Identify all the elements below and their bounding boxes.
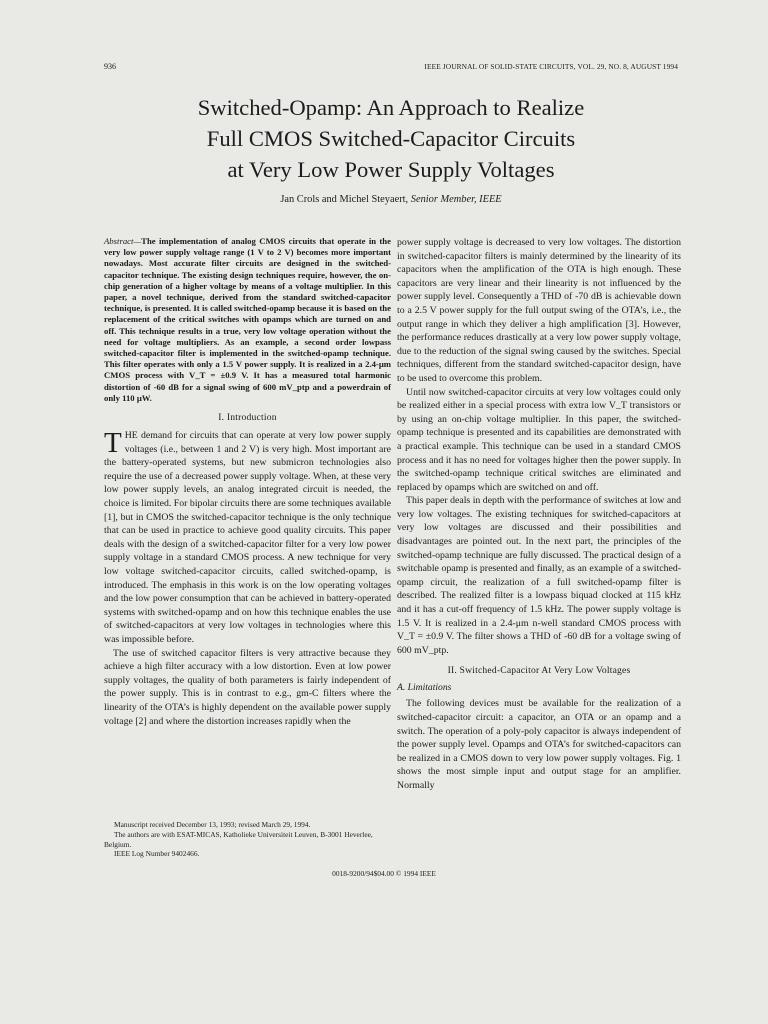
abstract-text: The implementation of analog CMOS circuits that operate in the very low power supply voltage range (1 V to 2 V) becomes more important nowadays. Most accurate filter circuits are designed in the switched-capacitor technique. The existing design techniques require, however, the on-chip generation of a higher voltage by means of a voltage multiplier. In this paper, a novel technique, derived from the standard switched-capacitor technique, is presented. It is called switched-opamp because it is based on the replacement of the critical switches with opamps which are turned on and off. This technique results in a true, very low voltage operation without the need for voltage multipliers. As an example, a second order lowpass switched-capacitor filter is implemented in the switched-opamp technique. This filter operates with only a 1.5 V power supply. It is realized in a 2.4-μm CMOS process with V_T = ±0.9 V. It has a measured total harmonic distortion of -60 dB for a signal swing of 600 mV_ptp and a powerdrain of only 110 μW. [104,236,391,403]
title-line-1: Switched-Opamp: An Approach to Realize [197,95,585,120]
left-column [104,236,391,728]
intro-paragraph-1 [104,429,391,647]
copyright-footer: 0018-9200/94$04.00 © 1994 IEEE [332,869,436,878]
abstract-label: Abstract— [104,236,142,246]
footnote-line-2: The authors are with ESAT-MICAS, Katholieke Universiteit Leuven, B-3001 Heverlee, Belgium. [104,829,373,849]
section-heading-2: II. Switched-Capacitor At Very Low Voltages [447,665,631,677]
page-number: 936 [104,62,116,71]
author-names: Jan Crols and Michel Steyaert, [280,194,409,205]
section-heading-introduction: I. Introduction [218,412,277,424]
right-paragraph-3: This paper deals in depth with the performance of switches at low and very low voltages. The existing techniques for switched-capacitors at very low voltages are discussed and their possibilities and disadvantages are pointed out. In the next part, the principles of the switched-opamp technique are fully discussed. The practical design of a switchable opamp is presented and finally, as an example of a switched-opamp circuit, the realization of a full switched-opamp filter is described. The realized filter is a lowpass biquad clocked at 115 kHz and it has a cut-off frequency of 1.5 kHz. The power supply voltage is 1.5 V. It is realized in a 2.4-μm n-well standard CMOS process with V_T = ±0.9 V. The filter shows a THD of -60 dB for a voltage swing of 600 mV_ptp. [397,495,681,656]
intro-paragraph-2: The use of switched capacitor filters is very attractive because they achieve a high filter accuracy with a low distortion. Even at low power supply voltages, the quality of both parameters is fairly independent of the power supply. This is in contrast to e.g., gm-C filters where the linearity of the OTA’s is highly dependent on the available power supply voltage [2] and where the distortion increases rapidly when the [104,647,391,727]
right-column [397,236,681,793]
intro-paragraph-1-text: HE demand for circuits that can operate at very low power supply voltages (i.e., between 1 and 2 V) is very high. Most important are the battery-operated systems, but new submicron technologies also require the use of a decreased power supply voltage. When, at these very low power supply levels, an analog integrated circuit is needed, the choice is limited. For bipolar circuits there are some techniques available [1], but in CMOS the switched-capacitor technique is the only technique that can be used in practice to achieve good quality circuits. This paper deals with the design of a switched-capacitor filter for a very low power supply voltage in a standard CMOS process. A new technique for very low voltage switched-capacitor circuits, called switched-opamp, is introduced. The emphasis in this work is on the low operating voltages and the low power consumption that can be achieved in battery-operated systems with switched-opamp and on how this technique enables the use of switched-capacitors at very low voltages in technologies where this was impossible before. [104,430,391,645]
author-line [104,194,678,205]
footnote-line-3: IEEE Log Number 9402466. [114,849,200,859]
journal-header: IEEE JOURNAL OF SOLID-STATE CIRCUITS, VOL. 29, NO. 8, AUGUST 1994 [424,62,678,71]
footnote-line-1: Manuscript received December 13, 1993; revised March 29, 1994. [114,820,311,829]
title-line-2: Full CMOS Switched-Capacitor Circuits [206,126,576,151]
footnote [104,820,392,859]
title-line-3: at Very Low Power Supply Voltages [227,157,555,182]
abstract [104,236,391,404]
right-paragraph-1: power supply voltage is decreased to very low voltages. The distortion in switched-capacitor filters is mainly determined by the linearity of its capacitors when the amplification of the OTA is high enough. These capacitors are very linear and their linearity is not influenced by the power supply level. Consequently a THD of -70 dB is achievable down to a 2.5 V power supply for the full output swing of the OTA’s, i.e., the output range in which they deliver a high amplification [3]. However, the performance reduces drastically at a very low power supply voltage, due to the reduction of the signal swing caused by the switches. Special techniques, different from the standard switched-capacitor design, have to be used to overcome this problem. [397,237,681,384]
subsection-heading-limitations: A. Limitations [397,682,452,694]
paper-title [104,92,678,185]
drop-cap: T [104,427,122,460]
right-paragraph-2: Until now switched-capacitor circuits at very low voltages could only be realized either in a special process with extra low V_T transistors or by using an on-chip voltage multiplier. In this paper, the switched-opamp technique is presented and its capabilities are demonstrated with a practical example. This technique can be used in a standard CMOS process and it has no need for voltages higher then the power supply. In the switched-opamp technique critical switches are eliminated and replaced by opamps which are switched on and off. [397,386,681,493]
author-membership: Senior Member, IEEE [410,194,502,205]
limitations-paragraph-1: The following devices must be available for the realization of a switched-capacitor circuit: a capacitor, an OTA or an opamp and a switch. The operation of a poly-poly capacitor is always independent of the power supply level. Opamps and OTA’s for switched-capacitors can be realized in a CMOS down to very low power supply voltages. Fig. 1 shows the most simple input and output stage for an amplifier. Normally [397,698,681,791]
